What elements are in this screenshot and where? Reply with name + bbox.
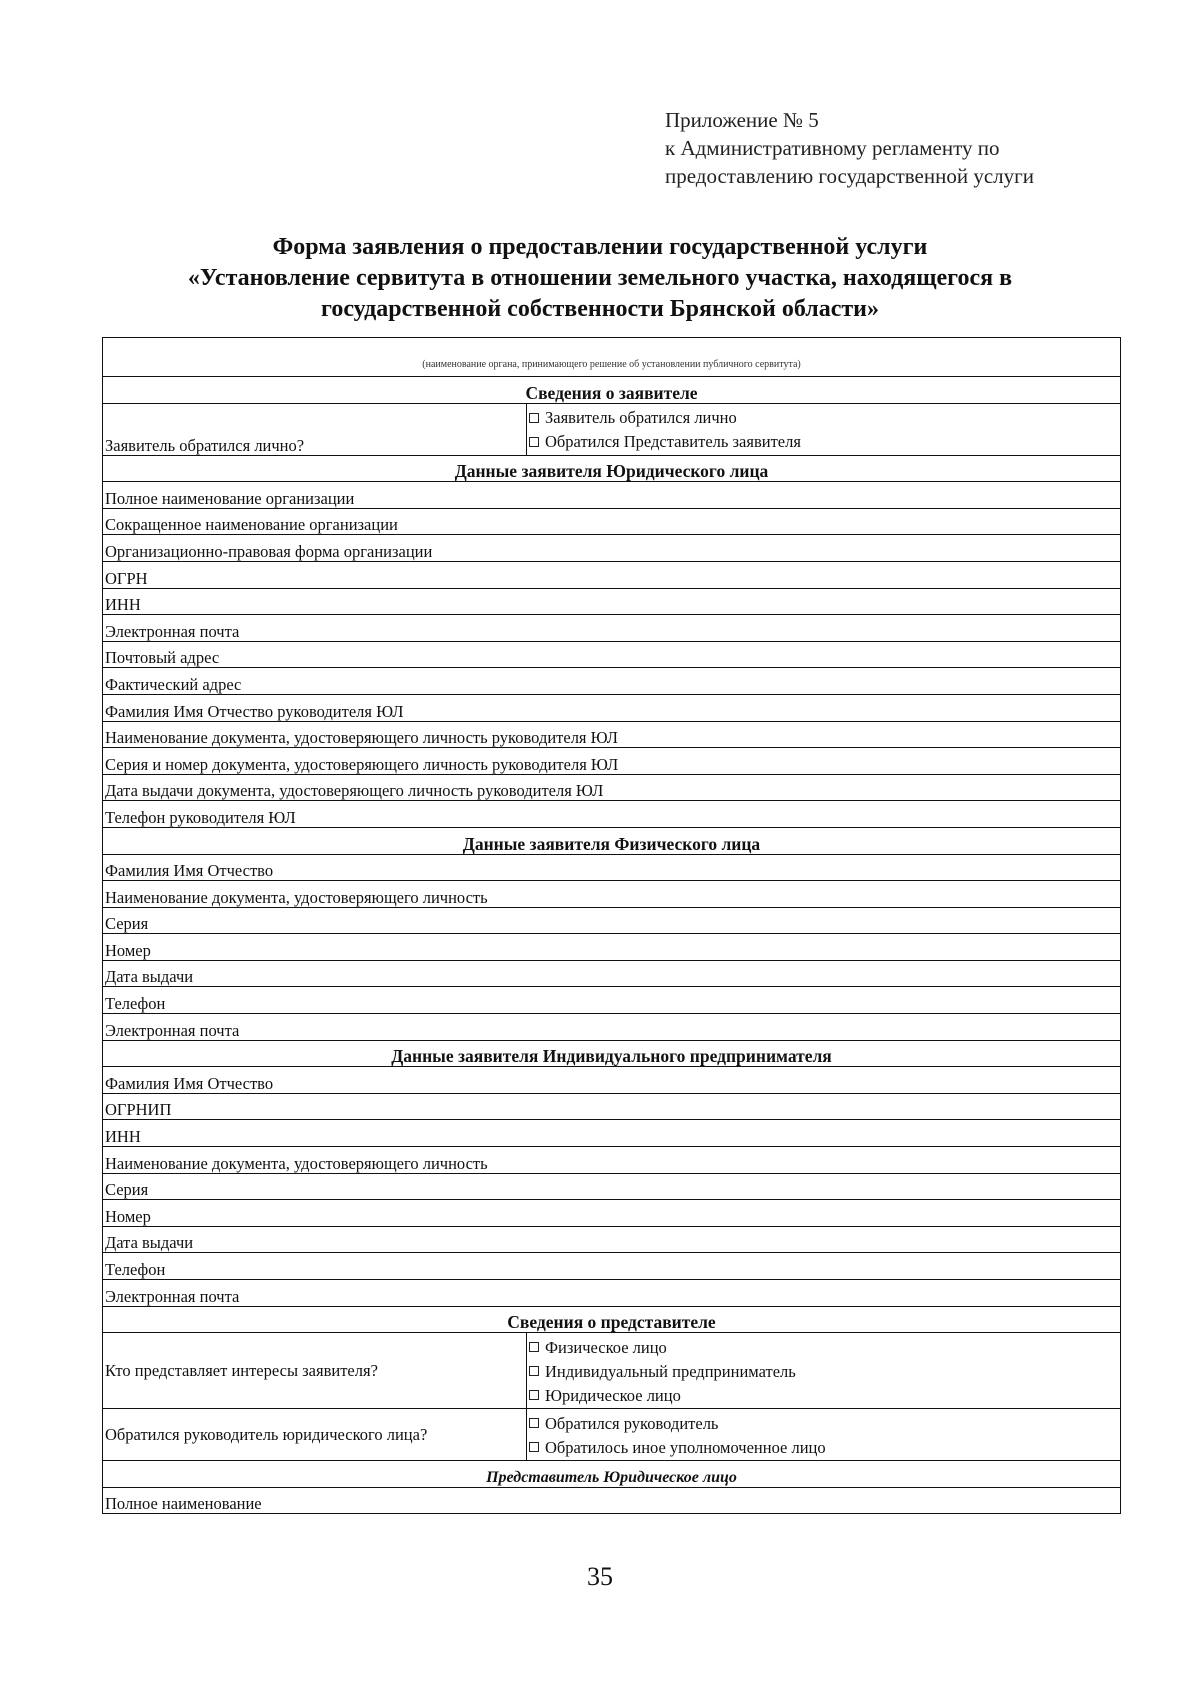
form-row[interactable] xyxy=(103,1147,1121,1174)
form-title-line-2: «Установление сервитута в отношении земельного участка, находящегося в xyxy=(187,265,1013,291)
form-row[interactable] xyxy=(103,881,1121,908)
appendix-service: предоставлению государственной услуги xyxy=(665,164,1034,188)
applicant-personal-row xyxy=(103,403,1121,455)
option-entrepreneur[interactable]: Индивидуальный предприниматель xyxy=(529,1359,1118,1383)
form-field[interactable]: Наименование документа, удостоверяющего личность руководителя ЮЛ xyxy=(103,721,1121,748)
organ-name-field[interactable] xyxy=(103,338,1121,377)
section-heading-entrepreneur: Данные заявителя Индивидуального предпринимателя xyxy=(103,1040,1121,1067)
form-row[interactable] xyxy=(103,508,1121,535)
form-field[interactable]: ИНН xyxy=(103,1120,1121,1147)
form-field[interactable]: Дата выдачи xyxy=(103,1226,1121,1253)
form-row[interactable] xyxy=(103,588,1121,615)
form-row[interactable] xyxy=(103,854,1121,881)
field-label: Заявитель обратился лично? xyxy=(103,403,527,455)
organ-caption: (наименование органа, принимающего решение об установлении публичного сервитута) xyxy=(422,359,801,370)
form-field[interactable]: Телефон xyxy=(103,987,1121,1014)
section-heading-individual: Данные заявителя Физического лица xyxy=(103,827,1121,854)
form-field[interactable]: Организационно-правовая форма организации xyxy=(103,535,1121,562)
form-field[interactable]: Телефон руководителя ЮЛ xyxy=(103,801,1121,828)
head-applied-row xyxy=(103,1409,1121,1461)
form-field[interactable]: Наименование документа, удостоверяющего личность xyxy=(103,881,1121,908)
representative-type-row xyxy=(103,1333,1121,1409)
form-field[interactable]: Сокращенное наименование организации xyxy=(103,508,1121,535)
form-row[interactable] xyxy=(103,641,1121,668)
form-title xyxy=(100,232,1100,325)
form-field[interactable]: Серия xyxy=(103,1173,1121,1200)
page-number: 35 xyxy=(587,1562,613,1591)
form-field[interactable]: Дата выдачи документа, удостоверяющего личность руководителя ЮЛ xyxy=(103,774,1121,801)
form-row[interactable] xyxy=(103,1120,1121,1147)
field-label: Кто представляет интересы заявителя? xyxy=(103,1333,527,1409)
form-row[interactable] xyxy=(103,1173,1121,1200)
form-row[interactable] xyxy=(103,1280,1121,1307)
form-row[interactable] xyxy=(103,615,1121,642)
form-field[interactable]: Фамилия Имя Отчество xyxy=(103,854,1121,881)
option-applicant-personally[interactable]: Заявитель обратился лично xyxy=(529,406,1118,430)
form-field[interactable]: Номер xyxy=(103,934,1121,961)
form-field[interactable]: Фактический адрес xyxy=(103,668,1121,695)
form-row[interactable] xyxy=(103,748,1121,775)
option-representative[interactable]: Обратился Представитель заявителя xyxy=(529,430,1118,454)
checkbox-icon[interactable] xyxy=(529,1442,539,1452)
section-row xyxy=(103,1306,1121,1333)
option-legal-entity[interactable]: Юридическое лицо xyxy=(529,1383,1118,1407)
section-row xyxy=(103,377,1121,404)
form-title-line-3: государственной собственности Брянской области» xyxy=(321,296,879,322)
checkbox-icon[interactable] xyxy=(529,1390,539,1400)
section-row xyxy=(103,827,1121,854)
application-form-table xyxy=(102,337,1121,1514)
organ-row xyxy=(103,338,1121,377)
field-label: Обратился руководитель юридического лица? xyxy=(103,1409,527,1461)
section-heading-rep-legal-entity: Представитель Юридическое лицо xyxy=(103,1461,1121,1488)
form-title-line-1: Форма заявления о предоставлении государственной услуги xyxy=(272,234,928,260)
option-other-authorized[interactable]: Обратилось иное уполномоченное лицо xyxy=(529,1435,1118,1459)
form-field[interactable]: Дата выдачи xyxy=(103,960,1121,987)
form-field[interactable]: ИНН xyxy=(103,588,1121,615)
form-row[interactable] xyxy=(103,1067,1121,1094)
representative-type-options xyxy=(527,1333,1121,1409)
form-row[interactable] xyxy=(103,721,1121,748)
form-field[interactable]: Серия xyxy=(103,907,1121,934)
appendix-header xyxy=(665,106,1034,190)
form-field[interactable]: Фамилия Имя Отчество руководителя ЮЛ xyxy=(103,694,1121,721)
applicant-options xyxy=(527,403,1121,455)
form-field[interactable]: Электронная почта xyxy=(103,1014,1121,1041)
form-row[interactable] xyxy=(103,1200,1121,1227)
checkbox-icon[interactable] xyxy=(529,413,539,423)
form-row[interactable] xyxy=(103,774,1121,801)
form-field[interactable]: Фамилия Имя Отчество xyxy=(103,1067,1121,1094)
form-row[interactable] xyxy=(103,987,1121,1014)
form-field[interactable]: Телефон xyxy=(103,1253,1121,1280)
form-row[interactable] xyxy=(103,561,1121,588)
section-row xyxy=(103,1461,1121,1488)
form-row[interactable] xyxy=(103,535,1121,562)
section-heading-legal-entity: Данные заявителя Юридического лица xyxy=(103,455,1121,482)
appendix-number: Приложение № 5 xyxy=(665,108,819,132)
checkbox-icon[interactable] xyxy=(529,1418,539,1428)
form-field[interactable]: Полное наименование xyxy=(103,1487,1121,1514)
form-row[interactable] xyxy=(103,1093,1121,1120)
section-row xyxy=(103,455,1121,482)
form-field[interactable]: Электронная почта xyxy=(103,1280,1121,1307)
form-row[interactable] xyxy=(103,960,1121,987)
form-field[interactable]: ОГРНИП xyxy=(103,1093,1121,1120)
form-field[interactable]: Номер xyxy=(103,1200,1121,1227)
section-heading-representative: Сведения о представителе xyxy=(103,1306,1121,1333)
form-row[interactable] xyxy=(103,694,1121,721)
checkbox-icon[interactable] xyxy=(529,1366,539,1376)
form-row[interactable] xyxy=(103,1014,1121,1041)
form-row[interactable] xyxy=(103,907,1121,934)
form-row[interactable] xyxy=(103,801,1121,828)
checkbox-icon[interactable] xyxy=(529,437,539,447)
checkbox-icon[interactable] xyxy=(529,1342,539,1352)
appendix-reference: к Административному регламенту по xyxy=(665,136,1000,160)
option-head-applied[interactable]: Обратился руководитель xyxy=(529,1411,1118,1435)
form-field[interactable]: Полное наименование организации xyxy=(103,482,1121,509)
form-row[interactable] xyxy=(103,1226,1121,1253)
section-heading-applicant: Сведения о заявителе xyxy=(103,377,1121,404)
form-field[interactable]: ОГРН xyxy=(103,561,1121,588)
form-row[interactable] xyxy=(103,934,1121,961)
head-applied-options xyxy=(527,1409,1121,1461)
form-row[interactable] xyxy=(103,1253,1121,1280)
form-row[interactable] xyxy=(103,1487,1121,1514)
form-field[interactable]: Электронная почта xyxy=(103,615,1121,642)
section-row xyxy=(103,1040,1121,1067)
form-row[interactable] xyxy=(103,482,1121,509)
form-field[interactable]: Почтовый адрес xyxy=(103,641,1121,668)
form-field[interactable]: Наименование документа, удостоверяющего личность xyxy=(103,1147,1121,1174)
option-physical-person[interactable]: Физическое лицо xyxy=(529,1335,1118,1359)
form-row[interactable] xyxy=(103,668,1121,695)
form-field[interactable]: Серия и номер документа, удостоверяющего личность руководителя ЮЛ xyxy=(103,748,1121,775)
